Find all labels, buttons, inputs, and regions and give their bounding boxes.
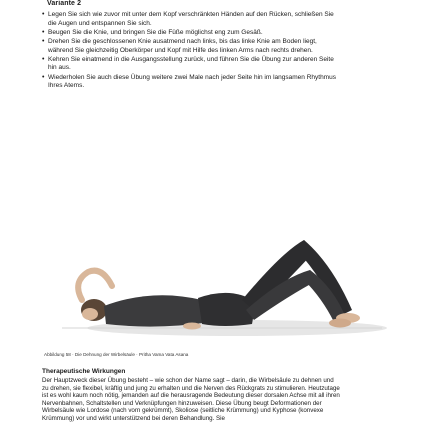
exercise-photo [42,160,392,350]
list-item: • Kehren Sie einatmend in die Ausgangsstellung zurück, und führen Sie die Übung zur anderen Seite hin aus. [42,56,338,73]
body-paragraph: Der Hauptzweck dieser Übung besteht – wie schon der Name sagt – darin, die Wirbelsäule zu dehnen und zu drehen, sie flexibel, kräftig und jung zu erhalten und die Nerven des Rückgrats zu stimulieren. Heutzutage ist es wohl kaum noch nötig, jemanden auf die herausragende Bedeutung dieser dorsalen Achse mit all ihren Nervenbahnen, Schaltstellen und Verknüpfungen hinzuweisen. Diese Übung beugt Deformationen der Wirbelsäule wie Lordose (nach vorn gekrümmt), Skoliose (seitliche Krümmung) und Kyphose (konvexe Krümmung) vor und wirkt unterstützend bei deren Behandlung. Sie [42,377,340,422]
arm [78,271,112,300]
hand [183,323,201,330]
list-item: • Drehen Sie die geschlossenen Knie ausatmend nach links, bis das linke Knie am Boden liegt, während Sie gleichzeitig Oberkörper und Kopf mit Hilfe des linken Arms nach rechts drehen. [42,38,338,55]
list-item: • Wiederholen Sie auch diese Übung weitere zwei Male nach jeder Seite hin im langsamen Rhythmus Ihres Atems. [42,74,338,91]
torso [104,295,210,326]
instruction-list [42,11,338,91]
variant-heading: Variante 2 [47,0,82,7]
list-item: • Beugen Sie die Knie, und bringen Sie die Füße möglichst eng zum Gesäß. [42,29,338,38]
figure-caption: Abbildung 58 · Die Dehnung der Wirbelsäule · Pritha Vama Vata Asana [44,352,189,357]
list-item: • Legen Sie sich wie zuvor mit unter dem Kopf verschränkten Händen auf den Rücken, schließen Sie die Augen und entspannen Sie sich. [42,11,338,28]
face [82,308,98,320]
section-heading: Therapeutische Wirkungen [42,368,126,375]
foot [329,319,351,328]
